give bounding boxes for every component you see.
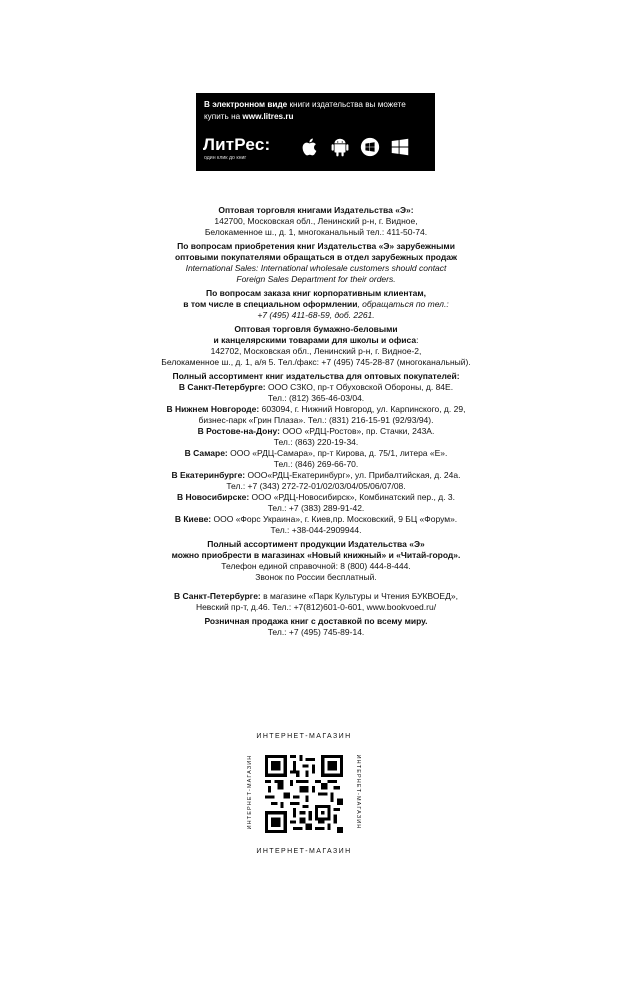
wholesale-address-line2: Белокаменное ш., д. 1, многоканальный тел.: 411-50-74. (204, 227, 428, 237)
corporate-block (0, 288, 632, 321)
contact-info (0, 205, 632, 641)
banner-bold-text: В электронном виде (204, 100, 288, 109)
bookvoed-text: в магазине «Парк Культуры и Чтения БУКВОЕД», (260, 591, 458, 601)
retail-block (0, 539, 632, 583)
banner-prefix-text: купить на (204, 112, 243, 121)
qr-label-top: ИНТЕРНЕТ-МАГАЗИН (256, 733, 352, 740)
spb-phone: Тел.: (812) 365-46-03/04. (267, 393, 365, 403)
foreign-line3: International Sales: International wholesale customers should contact (185, 263, 447, 273)
ekb-phone: Тел.: +7 (343) 272-72-01/02/03/04/05/06/07/08. (226, 481, 406, 491)
retail-line2: можно приобрести в магазинах «Новый книжный» и «Читай-город». (171, 550, 461, 560)
samara-phone: Тел.: (846) 269-66-70. (273, 459, 359, 469)
samara-text: ООО «РДЦ-Самара», пр-т Кирова, д. 75/1, литера «Е». (227, 448, 448, 458)
banner-text-line2 (204, 112, 294, 121)
nsk-phone: Тел.: +7 (383) 289-91-42. (267, 503, 365, 513)
foreign-line4: Foreign Sales Department for their orders. (236, 274, 396, 284)
spb-text: ООО СЗКО, пр-т Обуховской Обороны, д. 84Е. (265, 382, 454, 392)
qr-code-icon[interactable] (265, 755, 343, 833)
wholesale-title: Оптовая торговля книгами Издательства «Э»: (218, 205, 414, 215)
retail-line4: Звонок по России бесплатный. (255, 572, 377, 582)
nsk-label: В Новосибирске: (176, 492, 250, 502)
corporate-line2-bold: в том числе в специальном оформлении (183, 299, 358, 309)
rnd-text: ООО «РДЦ-Ростов», пр. Стачки, 243А. (279, 426, 435, 436)
delivery-phone: Тел.: +7 (495) 745-89-14. (267, 627, 365, 637)
bookvoed-line2: Невский пр-т, д.46. Тел.: +7(812)601-0-601, www.bookvoed.ru/ (195, 602, 437, 612)
stationery-line2-rest: : (416, 335, 419, 345)
qr-label-right: ИНТЕРНЕТ-МАГАЗИН (355, 754, 361, 830)
assortment-block (0, 371, 632, 536)
delivery-line1: Розничная продажа книг с доставкой по всему миру. (204, 616, 428, 626)
foreign-line2: оптовыми покупателями обращаться в отдел зарубежных продаж (174, 252, 458, 262)
nn-text: 603094, г. Нижний Новгород, ул. Карпинского, д. 29, (259, 404, 466, 414)
wholesale-books-block (0, 205, 632, 238)
stationery-line2-bold: и канцелярскими товарами для школы и офиса (213, 335, 417, 345)
qr-block (243, 733, 365, 855)
kiev-label: В Киеве: (174, 514, 212, 524)
nn-label: В Нижнем Новгороде: (166, 404, 260, 414)
banner-rest-text: книги издательства вы можете (287, 100, 406, 109)
stationery-block (0, 324, 632, 368)
foreign-sales-block (0, 241, 632, 285)
stationery-line4: Белокаменное ш., д. 1, а/я 5. Тел./факс: +7 (495) 745-28-87 (многоканальный). (161, 357, 471, 367)
litres-link[interactable]: www.litres.ru (242, 112, 294, 121)
kiev-phone: Тел.: +38-044-2909944. (270, 525, 362, 535)
ekb-text: ООО«РДЦ-Екатеринбург», ул. Прибалтийская, д. 24а. (245, 470, 461, 480)
corporate-line1: По вопросам заказа книг корпоративным клиентам, (205, 288, 427, 298)
platform-icons (299, 136, 411, 158)
spb-label: В Санкт-Петербурге: (178, 382, 266, 392)
kiev-text: ООО «Форс Украина», г. Киев,пр. Московский, 9 БЦ «Форум». (211, 514, 458, 524)
qr-label-bottom: ИНТЕРНЕТ-МАГАЗИН (256, 848, 352, 855)
bookvoed-label: В Санкт-Петербурге: (174, 591, 261, 601)
rnd-phone: Тел.: (863) 220-19-34. (273, 437, 359, 447)
corporate-line2-ital: , обращаться по тел.: (357, 299, 449, 309)
stationery-line1: Оптовая торговля бумажно-беловыми (234, 324, 398, 334)
foreign-line1: По вопросам приобретения книг Издательства «Э» зарубежными (177, 241, 455, 251)
qr-label-left: ИНТЕРНЕТ-МАГАЗИН (247, 754, 253, 830)
nn-line2: бизнес-парк «Грин Плаза». Тел.: (831) 216-15-91 (92/93/94). (198, 415, 434, 425)
corporate-phone: +7 (495) 411-68-59, доб. 2261. (257, 310, 375, 320)
litres-tagline: один клик до книг (204, 155, 247, 161)
retail-line3: Телефон единой справочной: 8 (800) 444-8-444. (221, 561, 411, 571)
litres-logo: ЛитРес: (203, 135, 271, 154)
assortment-title: Полный ассортимент книг издательства для оптовых покупателей: (172, 371, 460, 381)
windows-phone-icon[interactable] (359, 136, 381, 158)
windows-icon[interactable] (389, 136, 411, 158)
ekb-label: В Екатеринбурге: (171, 470, 246, 480)
litres-banner[interactable] (196, 93, 435, 171)
apple-icon[interactable] (299, 136, 321, 158)
android-icon[interactable] (329, 136, 351, 158)
bookvoed-block (0, 591, 632, 613)
retail-line1: Полный ассортимент продукции Издательства «Э» (207, 539, 425, 549)
wholesale-address-line1: 142700, Московская обл., Ленинский р-н, г. Видное, (214, 216, 418, 226)
rnd-label: В Ростове-на-Дону: (197, 426, 280, 436)
samara-label: В Самаре: (184, 448, 228, 458)
banner-text-line1 (204, 100, 406, 109)
delivery-block (0, 616, 632, 638)
stationery-line3: 142702, Московская обл., Ленинский р-н, г. Видное-2, (210, 346, 422, 356)
nsk-text: ООО «РДЦ-Новосибирск», Комбинатский пер., д. 3. (249, 492, 456, 502)
